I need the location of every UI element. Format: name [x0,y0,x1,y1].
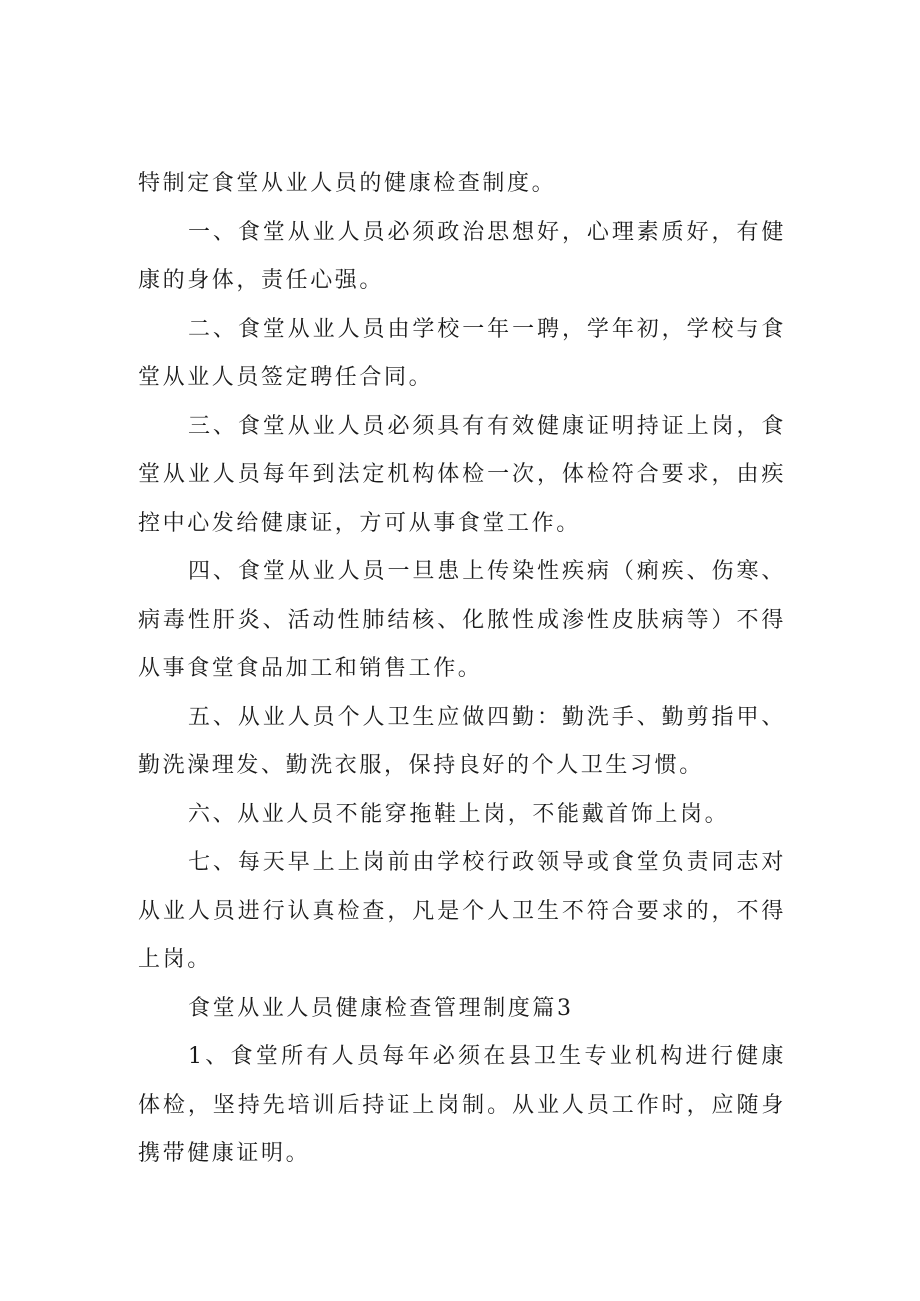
paragraph-item-7: 七、每天早上上岗前由学校行政领导或食堂负责同志对从业人员进行认真检查，凡是个人卫生不符合要求的，不得上岗。 [138,850,786,972]
section-heading: 食堂从业人员健康检查管理制度篇3 [188,995,574,1021]
paragraph-item-6: 六、从业人员不能穿拖鞋上岗，不能戴首饰上岗。 [188,801,730,827]
paragraph-item-5: 五、从业人员个人卫生应做四勤：勤洗手、勤剪指甲、勤洗澡理发、勤洗衣服，保持良好的个人卫生习惯。 [138,704,786,778]
paragraph-section3-item-1: 1、食堂所有人员每年必须在县卫生专业机构进行健康体检，坚持先培训后持证上岗制。从业人员工作时，应随身携带健康证明。 [138,1044,786,1166]
paragraph-item-2: 二、食堂从业人员由学校一年一聘，学年初，学校与食堂从业人员签定聘任合同。 [138,316,786,390]
paragraph-item-4: 四、食堂从业人员一旦患上传染性疾病（痢疾、伤寒、病毒性肝炎、活动性肺结核、化脓性成渗性皮肤病等）不得从事食堂食品加工和销售工作。 [138,559,786,681]
document-body [138,160,786,1179]
paragraph-intro: 特制定食堂从业人员的健康检查制度。 [138,171,557,196]
paragraph-item-1: 一、食堂从业人员必须政治思想好，心理素质好，有健康的身体，责任心强。 [138,219,786,293]
paragraph-item-3: 三、食堂从业人员必须具有有效健康证明持证上岗，食堂从业人员每年到法定机构体检一次，体检符合要求，由疾控中心发给健康证，方可从事食堂工作。 [138,413,786,536]
